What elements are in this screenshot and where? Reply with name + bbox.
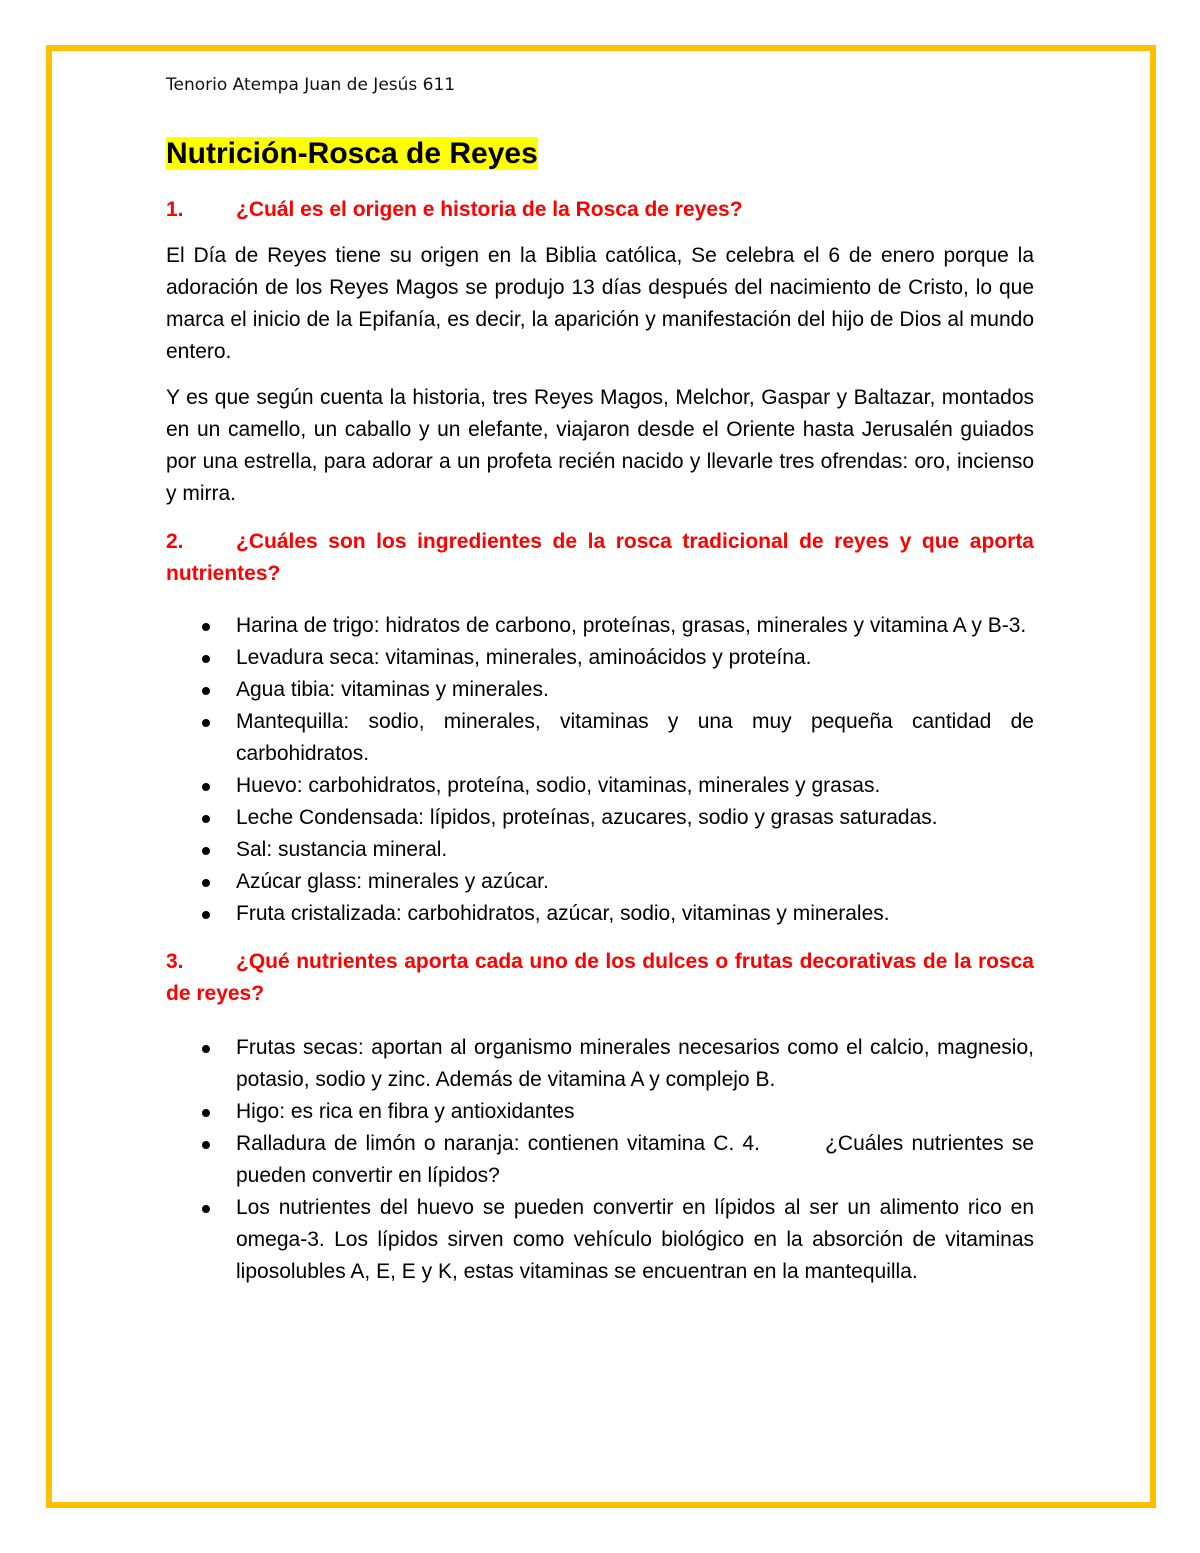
question-1 <box>166 194 1034 226</box>
list-item <box>166 802 1034 834</box>
list-item-text: Fruta cristalizada: carbohidratos, azúcar, sodio, vitaminas y minerales. <box>236 902 890 925</box>
bullet-icon <box>202 1205 210 1213</box>
list-item-text: Higo: es rica en fibra y antioxidantes <box>236 1100 575 1123</box>
list-item-text: Los nutrientes del huevo se pueden convertir en lípidos al ser un alimento rico en omega-3. Los lípidos sirven como vehículo biológico en la absorción de vitaminas liposolubles A, E, E y K, estas vitaminas se encuentran en la mantequilla. <box>236 1196 1034 1283</box>
list-item <box>166 1192 1034 1288</box>
list-item <box>166 642 1034 674</box>
bullet-icon <box>202 879 210 887</box>
list-item-text: Huevo: carbohidratos, proteína, sodio, vitaminas, minerales y grasas. <box>236 774 881 797</box>
list-item-text: Mantequilla: sodio, minerales, vitaminas y una muy pequeña cantidad de carbohidratos. <box>236 710 1034 765</box>
bullet-icon <box>202 815 210 823</box>
question-3 <box>166 946 1034 1010</box>
bullet-icon <box>202 1045 210 1053</box>
list-item-text: Azúcar glass: minerales y azúcar. <box>236 870 549 893</box>
answer-1-paragraph-2: Y es que según cuenta la historia, tres Reyes Magos, Melchor, Gaspar y Baltazar, montados en un camello, un caballo y un elefante, viajaron desde el Oriente hasta Jerusalén guiados por una estrella, para adorar a un profeta recién nacido y llevarle tres ofrendas: oro, incienso y mirra. <box>166 386 1034 505</box>
bullet-icon <box>202 719 210 727</box>
bullet-icon <box>202 687 210 695</box>
document-title <box>166 136 1034 172</box>
list-item <box>166 770 1034 802</box>
question-3-text: ¿Qué nutrientes aporta cada uno de los dulces o frutas decorativas de la rosca de reyes? <box>166 950 1034 1005</box>
list-item <box>166 706 1034 770</box>
list-item <box>166 610 1034 642</box>
list-item-text: Levadura seca: vitaminas, minerales, aminoácidos y proteína. <box>236 646 812 669</box>
author-header: Tenorio Atempa Juan de Jesús 611 <box>166 75 456 95</box>
list-item <box>166 1096 1034 1128</box>
question-2 <box>166 526 1034 590</box>
list-item-text: Leche Condensada: lípidos, proteínas, azucares, sodio y grasas saturadas. <box>236 806 938 829</box>
list-item <box>166 1032 1034 1096</box>
ingredients-list <box>166 610 1034 930</box>
document-body <box>166 70 1040 1288</box>
list-item-text: Sal: sustancia mineral. <box>236 838 448 861</box>
question-2-text: ¿Cuáles son los ingredientes de la rosca tradicional de reyes y que aporta nutrientes? <box>166 530 1034 585</box>
bullet-icon <box>202 655 210 663</box>
bullet-icon <box>202 783 210 791</box>
list-item <box>166 834 1034 866</box>
list-item-text: Harina de trigo: hidratos de carbono, proteínas, grasas, minerales y vitamina A y B-3. <box>236 614 1027 637</box>
question-3-number: 3. <box>166 950 184 973</box>
bullet-icon <box>202 911 210 919</box>
bullet-icon <box>202 847 210 855</box>
list-item-text: Frutas secas: aportan al organismo minerales necesarios como el calcio, magnesio, potasio, sodio y zinc. Además de vitamina A y complejo B. <box>236 1036 1034 1091</box>
list-item-text: Agua tibia: vitaminas y minerales. <box>236 678 549 701</box>
question-1-number: 1. <box>166 198 184 221</box>
question-2-number: 2. <box>166 530 184 553</box>
list-item <box>166 674 1034 706</box>
bullet-icon <box>202 623 210 631</box>
question-1-text: ¿Cuál es el origen e historia de la Rosca de reyes? <box>236 198 743 221</box>
list-item <box>166 898 1034 930</box>
list-item <box>166 1128 1040 1192</box>
list-item-text: Ralladura de limón o naranja: contienen vitamina C. 4. ¿Cuáles nutrientes se pueden convertir en lípidos? <box>236 1132 1040 1187</box>
list-item <box>166 866 1034 898</box>
bullet-icon <box>202 1109 210 1117</box>
answer-1-paragraph-1: El Día de Reyes tiene su origen en la Biblia católica, Se celebra el 6 de enero porque la adoración de los Reyes Magos se produjo 13 días después del nacimiento de Cristo, lo que marca el inicio de la Epifanía, es decir, la aparición y manifestación del hijo de Dios al mundo entero. <box>166 244 1034 363</box>
document-title-text: Nutrición-Rosca de Reyes <box>166 137 538 170</box>
bullet-icon <box>202 1141 210 1149</box>
decorations-list <box>166 1032 1040 1288</box>
